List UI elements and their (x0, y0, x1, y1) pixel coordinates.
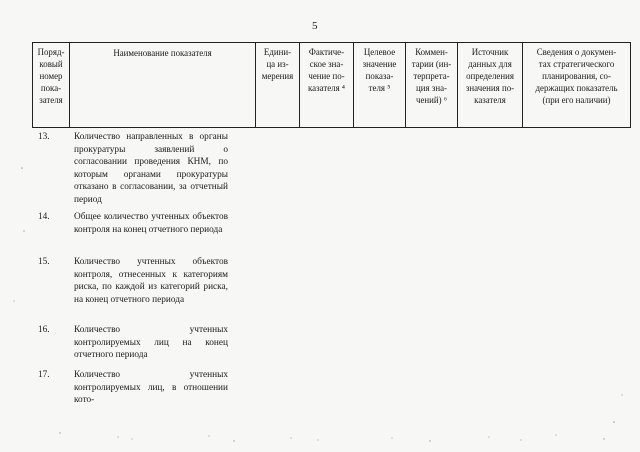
row-number: 15. (38, 257, 50, 267)
header-actual-value: Фактиче- ское зна- чение по- казателя ⁴ (300, 43, 354, 128)
row-number: 13. (38, 132, 50, 142)
header-target-value: Целевое значение показа- теля ⁵ (354, 43, 406, 128)
header-indicator-name: Наименование показателя (70, 43, 256, 128)
row-indicator-name: Количество учтенных контролируемых лиц, в отношении кото- (74, 370, 228, 406)
header-unit: Едини- ца из- мерения (256, 43, 300, 128)
row-indicator-name: Общее количество учтенных объектов контроля на конец отчетного периода (74, 212, 228, 235)
row-number: 14. (38, 212, 50, 222)
row-indicator-name: Количество учтенных объектов контроля, отнесенных к категориям риска, по каждой из категорий риска, на конец отчетного периода (74, 257, 228, 305)
header-comments: Коммен- тарии (ин- терпрета- ция зна- чений) ⁶ (406, 43, 458, 128)
row-number: 17. (38, 370, 50, 380)
row-indicator-name: Количество направленных в органы прокуратуры заявлений о согласовании проведения КНМ, по которым органами прокуратуры отказано в согласовании, за отчетный период (74, 132, 228, 205)
row-number: 16. (38, 325, 50, 335)
header-data-source: Источник данных для определения значения по- казателя (458, 43, 523, 128)
header-serial-number: Поряд- ковый номер пока- зателя (33, 43, 70, 128)
header-strategic-documents: Сведения о докумен- тах стратегического планирования, со- держащих показатель (при его наличии) (523, 43, 631, 128)
row-indicator-name: Количество учтенных контролируемых лиц на конец отчетного периода (74, 325, 228, 361)
page-number: 5 (312, 20, 318, 32)
